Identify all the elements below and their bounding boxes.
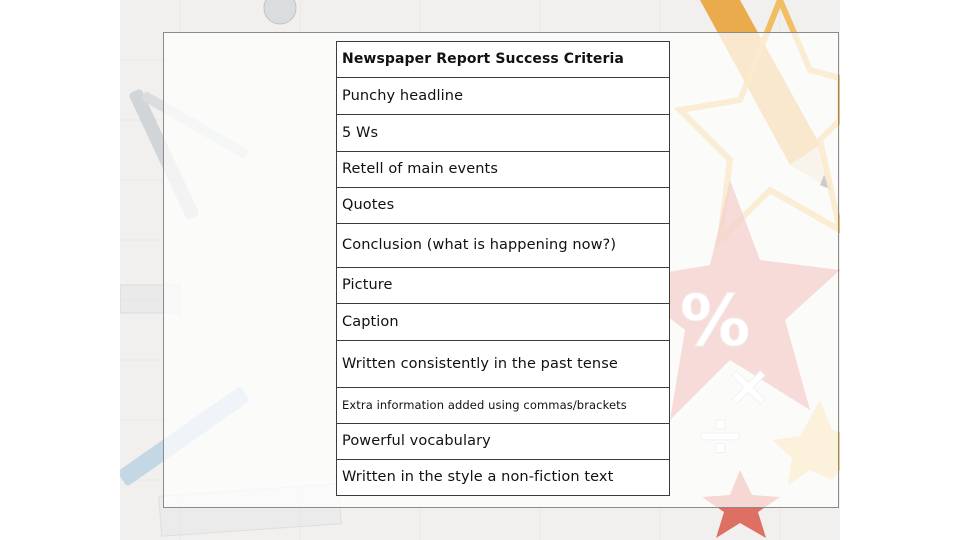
table-row bbox=[337, 268, 670, 304]
table-row bbox=[337, 424, 670, 460]
table-row bbox=[337, 460, 670, 496]
table-header: Newspaper Report Success Criteria bbox=[337, 42, 670, 78]
criterion-cell: Retell of main events bbox=[337, 152, 670, 188]
table-row bbox=[337, 341, 670, 388]
table-row bbox=[337, 152, 670, 188]
criterion-cell: Written consistently in the past tense bbox=[337, 341, 670, 388]
criterion-cell: Picture bbox=[337, 268, 670, 304]
table-header-row bbox=[337, 42, 670, 78]
criterion-cell: Extra information added using commas/brackets bbox=[337, 388, 670, 424]
criterion-cell: Powerful vocabulary bbox=[337, 424, 670, 460]
table-row bbox=[337, 224, 670, 268]
table-row bbox=[337, 78, 670, 115]
table-row bbox=[337, 304, 670, 341]
criterion-cell: Punchy headline bbox=[337, 78, 670, 115]
table-row bbox=[337, 388, 670, 424]
criterion-cell: Quotes bbox=[337, 188, 670, 224]
success-criteria-table bbox=[336, 41, 670, 496]
table-row bbox=[337, 115, 670, 152]
table-row bbox=[337, 188, 670, 224]
criterion-cell: 5 Ws bbox=[337, 115, 670, 152]
criterion-cell: Conclusion (what is happening now?) bbox=[337, 224, 670, 268]
criterion-cell: Caption bbox=[337, 304, 670, 341]
criterion-cell: Written in the style a non-fiction text bbox=[337, 460, 670, 496]
